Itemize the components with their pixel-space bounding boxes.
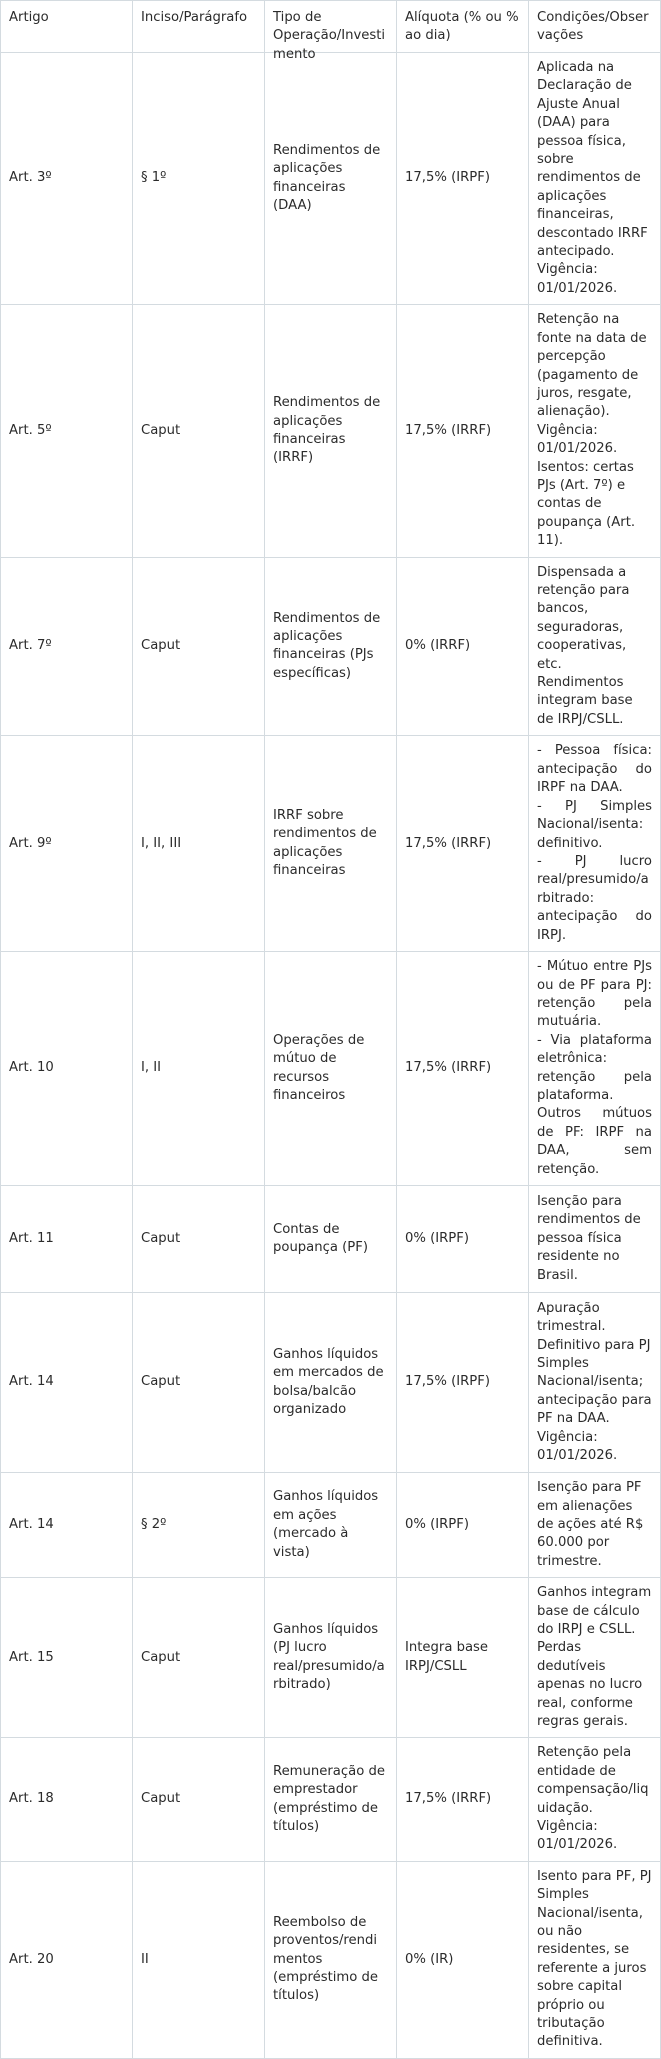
header-row <box>1 1 661 53</box>
cell-tipo: Operações de mútuo de recursos financeiros <box>265 952 397 1186</box>
cell-tipo: Remuneração de emprestador (empréstimo de títulos) <box>265 1738 397 1861</box>
cell-inciso: § 2º <box>133 1473 265 1578</box>
cell-condicoes: Apuração trimestral. Definitivo para PJ Simples Nacional/isenta; antecipação para PF na DAA. Vigência: 01/01/2026. <box>529 1293 661 1473</box>
header-artigo: Artigo <box>1 1 133 53</box>
condition-line: - Pessoa física: antecipação do IRPF na DAA. <box>537 743 652 796</box>
cell-tipo: Rendimentos de aplicações financeiras (DAA) <box>265 53 397 305</box>
cell-tipo: Ganhos líquidos em ações (mercado à vista) <box>265 1473 397 1578</box>
cell-aliquota: 0% (IRRF) <box>397 557 529 736</box>
cell-aliquota: 17,5% (IRRF) <box>397 952 529 1186</box>
cell-artigo: Art. 7º <box>1 557 133 736</box>
cell-tipo: Ganhos líquidos (PJ lucro real/presumido/arbitrado) <box>265 1578 397 1738</box>
cell-tipo: IRRF sobre rendimentos de aplicações financeiras <box>265 736 397 952</box>
cell-artigo: Art. 14 <box>1 1473 133 1578</box>
cell-aliquota: 17,5% (IRRF) <box>397 305 529 557</box>
cell-condicoes: Aplicada na Declaração de Ajuste Anual (DAA) para pessoa física, sobre rendimentos de aplicações financeiras, descontado IRRF antecipado. Vigência: 01/01/2026. <box>529 53 661 305</box>
header-inciso: Inciso/Parágrafo <box>133 1 265 53</box>
header-tipo: Tipo de Operação/Investimento <box>265 1 397 53</box>
cell-inciso: Caput <box>133 557 265 736</box>
cell-artigo: Art. 10 <box>1 952 133 1186</box>
table-row <box>1 557 661 736</box>
table-row <box>1 1293 661 1473</box>
condition-line: - Mútuo entre PJs ou de PF para PJ: retenção pela mutuária. <box>537 959 652 1030</box>
cell-tipo: Contas de poupança (PF) <box>265 1186 397 1293</box>
cell-condicoes: Dispensada a retenção para bancos, seguradoras, cooperativas, etc. Rendimentos integram base de IRPJ/CSLL. <box>529 557 661 736</box>
cell-artigo: Art. 15 <box>1 1578 133 1738</box>
cell-aliquota: 17,5% (IRRF) <box>397 736 529 952</box>
cell-inciso: § 1º <box>133 53 265 305</box>
table-row <box>1 305 661 557</box>
cell-aliquota: 0% (IR) <box>397 1861 529 2058</box>
cell-inciso: Caput <box>133 305 265 557</box>
cell-aliquota: 17,5% (IRPF) <box>397 53 529 305</box>
table-row <box>1 1473 661 1578</box>
cell-aliquota: 17,5% (IRPF) <box>397 1293 529 1473</box>
cell-aliquota: 17,5% (IRRF) <box>397 1738 529 1861</box>
cell-artigo: Art. 3º <box>1 53 133 305</box>
cell-tipo: Reembolso de proventos/rendimentos (empréstimo de títulos) <box>265 1861 397 2058</box>
cell-artigo: Art. 20 <box>1 1861 133 2058</box>
table-row <box>1 53 661 305</box>
cell-tipo: Ganhos líquidos em mercados de bolsa/balcão organizado <box>265 1293 397 1473</box>
cell-inciso: I, II <box>133 952 265 1186</box>
condition-line: - PJ Simples Nacional/isenta: definitivo. <box>537 798 652 851</box>
cell-inciso: I, II, III <box>133 736 265 952</box>
cell-artigo: Art. 11 <box>1 1186 133 1293</box>
condition-line: Outros mútuos de PF: IRPF na DAA, sem retenção. <box>537 1106 652 1177</box>
cell-condicoes: Isenção para PF em alienações de ações até R$ 60.000 por trimestre. <box>529 1473 661 1578</box>
cell-condicoes: Ganhos integram base de cálculo do IRPJ e CSLL. Perdas dedutíveis apenas no lucro real, conforme regras gerais. <box>529 1578 661 1738</box>
cell-artigo: Art. 5º <box>1 305 133 557</box>
cell-tipo: Rendimentos de aplicações financeiras (PJs específicas) <box>265 557 397 736</box>
cell-condicoes: Isento para PF, PJ Simples Nacional/isenta, ou não residentes, se referente a juros sobre capital próprio ou tributação definitiva. <box>529 1861 661 2058</box>
table-row <box>1 736 661 952</box>
condition-line: - PJ lucro real/presumido/arbitrado: antecipação do IRPJ. <box>537 853 652 943</box>
table-row <box>1 952 661 1186</box>
cell-inciso: Caput <box>133 1578 265 1738</box>
condition-line: - Via plataforma eletrônica: retenção pela plataforma. <box>537 1032 652 1104</box>
cell-tipo: Rendimentos de aplicações financeiras (IRRF) <box>265 305 397 557</box>
table-row <box>1 1186 661 1293</box>
cell-aliquota: 0% (IRPF) <box>397 1473 529 1578</box>
cell-condicoes <box>529 736 661 952</box>
table-row <box>1 1738 661 1861</box>
cell-aliquota: Integra base IRPJ/CSLL <box>397 1578 529 1738</box>
table-row <box>1 1578 661 1738</box>
cell-artigo: Art. 18 <box>1 1738 133 1861</box>
header-aliquota: Alíquota (% ou % ao dia) <box>397 1 529 53</box>
cell-condicoes: Isenção para rendimentos de pessoa física residente no Brasil. <box>529 1186 661 1293</box>
cell-artigo: Art. 14 <box>1 1293 133 1473</box>
cell-inciso: Caput <box>133 1186 265 1293</box>
table-row <box>1 1861 661 2058</box>
cell-condicoes: Retenção pela entidade de compensação/liquidação. Vigência: 01/01/2026. <box>529 1738 661 1861</box>
cell-condicoes <box>529 952 661 1186</box>
header-condicoes: Condições/Observações <box>529 1 661 53</box>
cell-inciso: II <box>133 1861 265 2058</box>
cell-artigo: Art. 9º <box>1 736 133 952</box>
cell-inciso: Caput <box>133 1293 265 1473</box>
cell-inciso: Caput <box>133 1738 265 1861</box>
cell-aliquota: 0% (IRPF) <box>397 1186 529 1293</box>
cell-condicoes: Retenção na fonte na data de percepção (pagamento de juros, resgate, alienação). Vigência: 01/01/2026. Isentos: certas PJs (Art. 7º) e contas de poupança (Art. 11). <box>529 305 661 557</box>
